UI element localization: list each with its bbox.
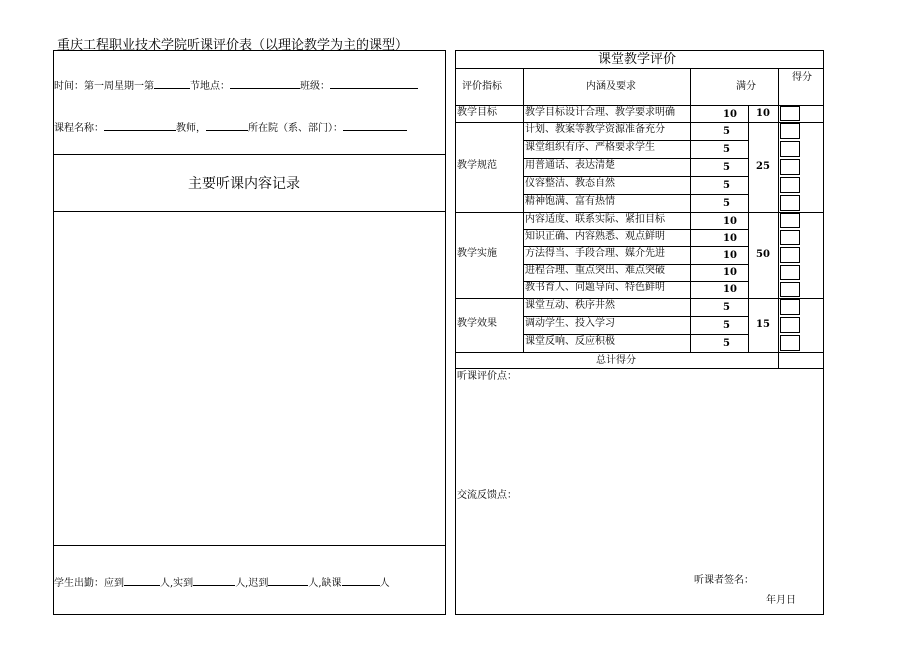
row-divider	[523, 140, 748, 141]
criterion-score: 5	[723, 320, 730, 331]
attendance-row	[54, 576, 390, 589]
score-input[interactable]	[780, 282, 800, 297]
course-row	[54, 121, 407, 134]
teacher-field[interactable]	[206, 121, 248, 131]
class-label: 班级：	[300, 81, 330, 92]
evaluation-heading: 课堂教学评价	[598, 52, 677, 67]
indicator-label: 教学效果	[457, 318, 497, 329]
absent-field[interactable]	[342, 576, 380, 586]
criterion-text: 课堂反响、反应积极	[525, 336, 615, 347]
criterion-text: 进程合理、重点突出、难点突破	[525, 265, 665, 277]
total-label: 总计得分	[596, 355, 636, 366]
criterion-score: 10	[723, 108, 737, 120]
record-heading: 主要听课内容记录	[188, 176, 300, 192]
divider	[53, 545, 446, 546]
criterion-score: 5	[723, 144, 730, 155]
criterion-text: 教学目标设计合理、教学要求明确	[525, 106, 675, 118]
criterion-text: 精神饱满、富有热情	[525, 196, 615, 207]
criterion-score: 5	[723, 338, 730, 349]
score-input[interactable]	[780, 123, 800, 139]
actual-label: 人,实到	[160, 578, 194, 589]
divider	[53, 154, 446, 155]
header-content: 内涵及要求	[586, 81, 636, 92]
time-row	[54, 79, 418, 92]
group-total: 15	[756, 319, 770, 330]
date-label: 年月日	[766, 595, 796, 606]
criterion-text: 教书育人、问题导向、特色鲜明	[525, 282, 665, 294]
course-field[interactable]	[104, 121, 176, 131]
header-indicator: 评价指标	[462, 81, 502, 92]
score-input[interactable]	[780, 106, 800, 121]
header-full: 满分	[736, 81, 756, 92]
absent-label: 人,缺课	[308, 578, 342, 589]
score-input[interactable]	[780, 299, 800, 315]
criterion-text: 方法得当、手段合理、媒介先进	[525, 248, 665, 259]
signer-label: 听课者签名：	[694, 575, 754, 586]
criterion-score: 5	[723, 162, 730, 173]
criterion-score: 10	[723, 215, 737, 227]
row-divider	[523, 334, 748, 335]
criterion-score: 10	[723, 267, 737, 279]
location-field[interactable]	[230, 79, 300, 89]
attend-label: 学生出勤：应到	[54, 578, 124, 589]
criterion-score: 10	[723, 232, 737, 244]
divider	[53, 211, 446, 212]
score-input[interactable]	[780, 213, 800, 228]
criterion-text: 课堂互动、秩序井然	[525, 300, 615, 311]
time-label: 时间：第一周星期一第	[54, 81, 154, 92]
row-divider	[523, 158, 748, 159]
header-score: 得分	[792, 72, 812, 83]
criterion-score: 10	[723, 284, 737, 296]
criterion-text: 仪容整洁、教态自然	[525, 178, 615, 189]
indicator-label: 教学目标	[457, 106, 497, 118]
row-divider	[523, 316, 748, 317]
score-input[interactable]	[780, 317, 800, 333]
criterion-text: 计划、教案等教学资源准备充分	[525, 124, 665, 135]
class-field[interactable]	[330, 79, 418, 89]
score-input[interactable]	[780, 335, 800, 351]
score-input[interactable]	[780, 195, 800, 211]
dept-field[interactable]	[343, 121, 407, 131]
record-area[interactable]	[54, 213, 444, 543]
criterion-text: 内容适度、联系实际、紧扣目标	[525, 213, 665, 225]
criterion-score: 5	[723, 126, 730, 137]
comment-label: 听课评价点：	[457, 371, 517, 382]
indicator-label: 教学实施	[457, 248, 497, 259]
teacher-label: 教师，	[176, 123, 206, 134]
criterion-text: 知识正确、内容熟悉、观点鲜明	[525, 230, 665, 242]
unit-label: 人	[379, 578, 390, 589]
course-label: 课程名称：	[54, 123, 104, 134]
criterion-text: 调动学生、投入学习	[525, 318, 615, 329]
actual-field[interactable]	[193, 576, 235, 586]
criterion-score: 5	[723, 198, 730, 209]
late-field[interactable]	[268, 576, 308, 586]
group-total: 50	[756, 249, 770, 260]
score-input[interactable]	[780, 177, 800, 193]
score-input[interactable]	[780, 247, 800, 262]
criterion-score: 10	[723, 250, 737, 261]
group-total: 10	[756, 107, 770, 119]
session-field[interactable]	[154, 79, 190, 89]
dept-label: 所在院（系、部门）：	[248, 123, 343, 134]
score-input[interactable]	[780, 265, 800, 280]
expected-field[interactable]	[124, 576, 160, 586]
late-label: 人,迟到	[235, 578, 269, 589]
criterion-text: 用普通话、表达清楚	[525, 160, 615, 171]
criterion-score: 5	[723, 302, 730, 313]
form-title: 重庆工程职业技术学院听课评价表（以理论教学为主的课型）	[57, 38, 409, 53]
criterion-score: 5	[723, 180, 730, 191]
location-label: 节地点：	[190, 81, 230, 92]
row-divider	[523, 176, 748, 177]
row-divider	[523, 194, 748, 195]
score-input[interactable]	[780, 141, 800, 157]
indicator-label: 教学规范	[457, 160, 497, 171]
feedback-label: 交流反馈点：	[457, 490, 517, 501]
group-total: 25	[756, 161, 770, 172]
criterion-text: 课堂组织有序、严格要求学生	[525, 142, 655, 153]
score-input[interactable]	[780, 230, 800, 245]
score-input[interactable]	[780, 159, 800, 175]
